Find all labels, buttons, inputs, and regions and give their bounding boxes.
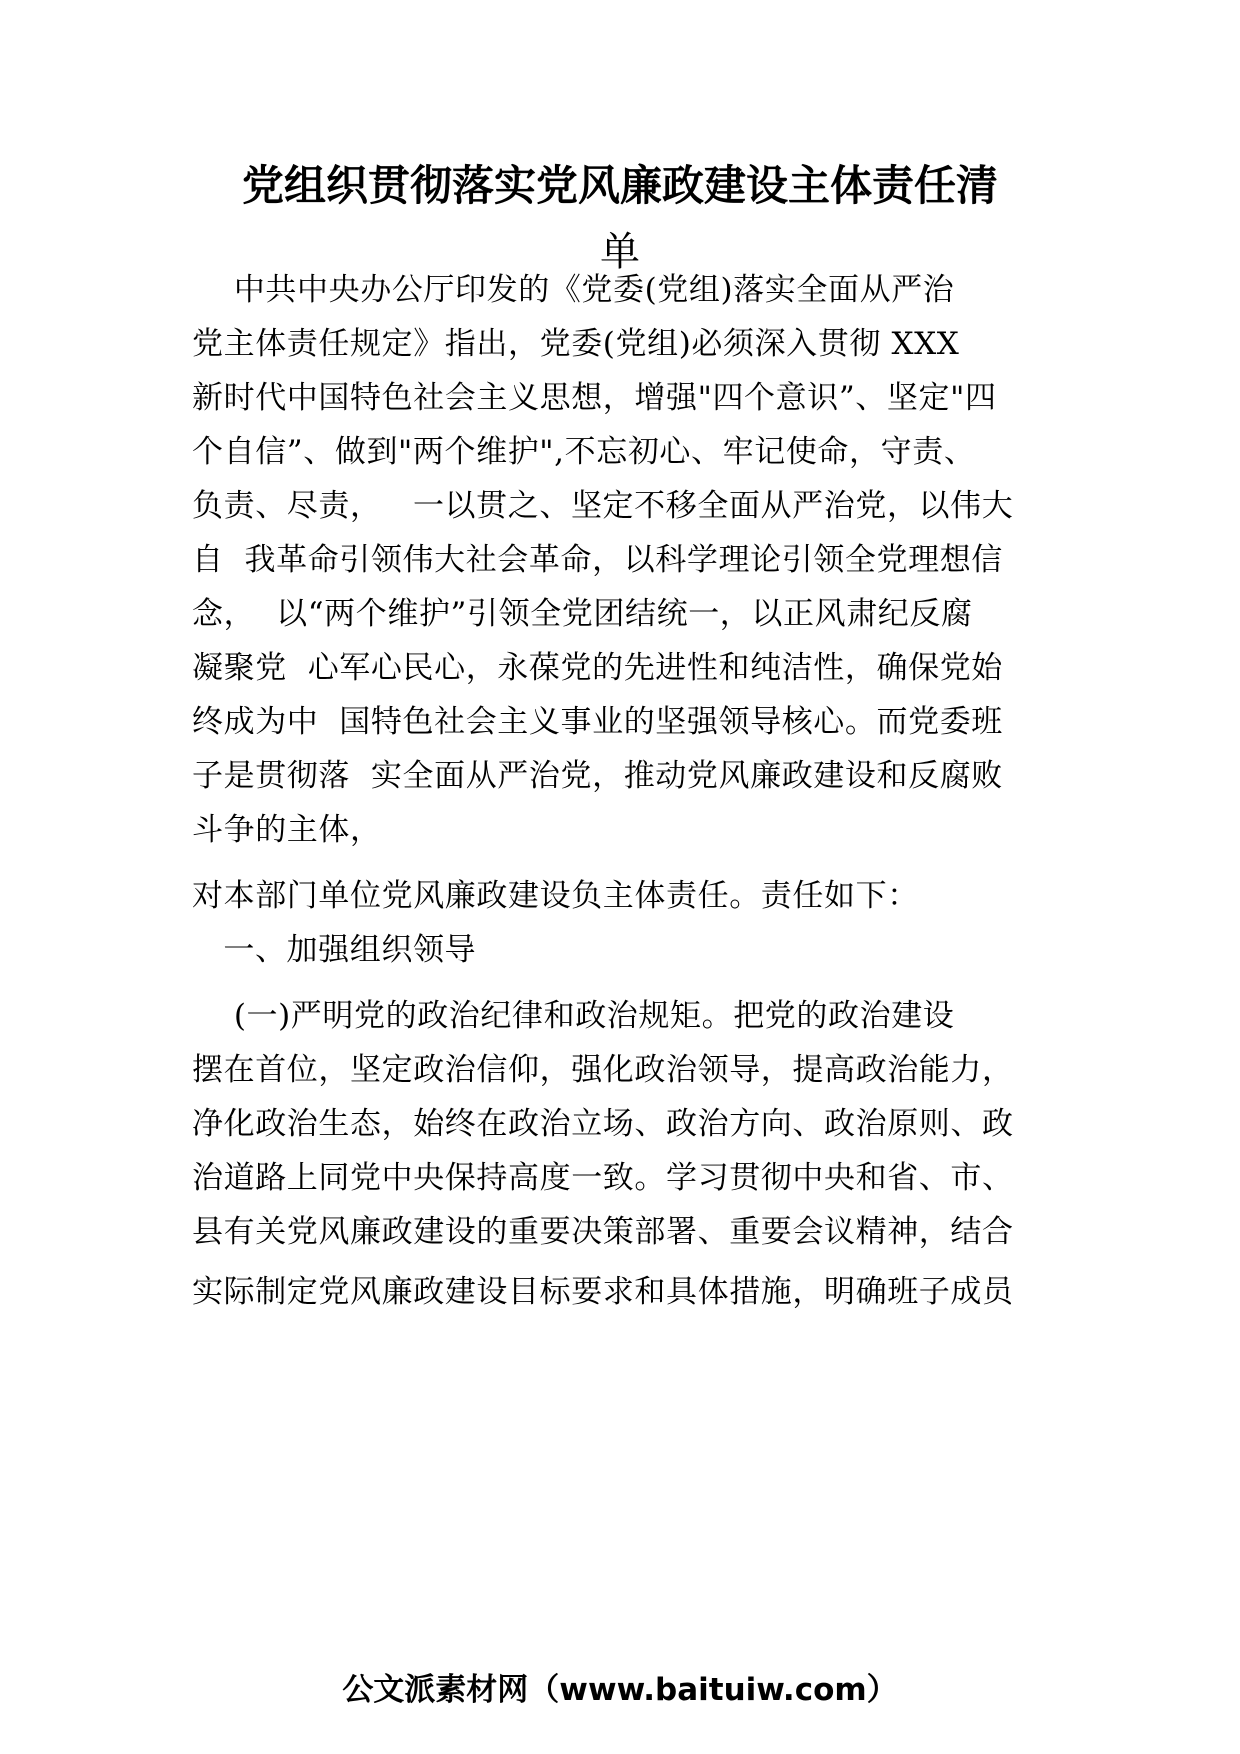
body-line: 凝聚党 心军心民心，永葆党的先进性和纯洁性，确保党始 <box>192 650 1003 686</box>
body-line: 县有关党风廉政建设的重要决策部署、重要会议精神，结合 <box>192 1214 1014 1250</box>
body-line: 党主体责任规定》指出，党委(党组)必须深入贯彻 XXX <box>192 326 960 362</box>
body-line: (一)严明党的政治纪律和政治规矩。把党的政治建设 <box>192 998 955 1034</box>
body-line: 中共中央办公厅印发的《党委(党组)落实全面从严治 <box>192 272 955 308</box>
body-line: 斗争的主体， <box>192 812 382 848</box>
body-line: 净化政治生态，始终在政治立场、政治方向、政治原则、政 <box>192 1106 1014 1142</box>
body-line: 负责、尽责， 一以贯之、坚定不移全面从严治党，以伟大 <box>192 488 1014 524</box>
document-title-line-1: 党组织贯彻落实党风廉政建设主体责任清 <box>241 161 998 210</box>
body-line: 自 我革命引领伟大社会革命，以科学理论引领全党理想信 <box>192 542 1003 578</box>
body-line: 摆在首位，坚定政治信仰，强化政治领导，提高政治能力， <box>192 1052 1014 1088</box>
body-line: 终成为中 国特色社会主义事业的坚强领导核心。而党委班 <box>192 704 1003 740</box>
body-line: 新时代中国特色社会主义思想，增强"四个意识”、坚定"四 <box>192 380 997 416</box>
body-line: 子是贯彻落 实全面从严治党，推动党风廉政建设和反腐败 <box>192 758 1003 794</box>
section-heading: 一、加强组织领导 <box>192 932 477 968</box>
body-line: 个自信”、做到"两个维护",不忘初心、牢记使命，守责、 <box>192 434 976 470</box>
body-line: 对本部门单位党风廉政建设负主体责任。责任如下： <box>192 878 919 914</box>
document-title-line-2: 单 <box>600 229 640 275</box>
body-line: 治道路上同党中央保持高度一致。学习贯彻中央和省、市、 <box>192 1160 1014 1196</box>
body-line: 实际制定党风廉政建设目标要求和具体措施，明确班子成员 <box>192 1274 1014 1310</box>
footer-source: 公文派素材网（www.baituiw.com） <box>342 1672 898 1708</box>
body-line: 念， 以“两个维护”引领全党团结统一，以正风肃纪反腐 <box>192 596 973 632</box>
